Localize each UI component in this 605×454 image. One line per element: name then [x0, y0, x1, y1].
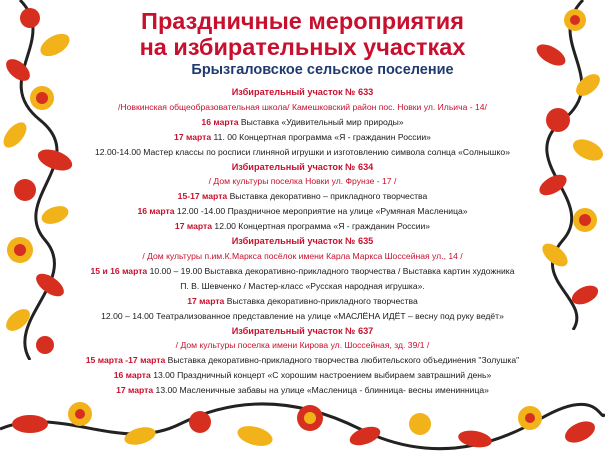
event-line: [60, 115, 545, 130]
flyer-content: [60, 6, 545, 398]
event-date: 16 марта: [137, 206, 175, 217]
page-title: [60, 8, 545, 60]
event-line: [60, 279, 545, 294]
event-line: [60, 189, 545, 204]
event-text: П. В. Шевченко / Мастер-класс «Русская народная игрушка».: [180, 280, 425, 291]
event-date: 17 марта: [116, 385, 154, 396]
event-text: 13.00 Праздничный концерт «С хорошим настроением выбираем завтрашний день»: [150, 370, 492, 381]
section-heading: Избирательный участок № 635: [231, 236, 374, 247]
event-line: [60, 368, 545, 383]
event-date: 15 и 16 марта: [90, 265, 148, 276]
event-date: 15-17 марта: [177, 191, 228, 202]
event-date: 17 марта: [174, 221, 213, 232]
event-date: 17 марта: [187, 295, 225, 306]
section-heading: Избирательный участок № 634: [231, 161, 374, 172]
event-line: [60, 145, 545, 160]
section-address: / Дом культуры поселка имени Кирова ул. Шоссейная, зд. 39/1 /: [175, 340, 430, 351]
event-line: [60, 294, 545, 309]
event-date: 16 марта: [113, 370, 151, 381]
event-text: 12.00 -14.00 Праздничное мероприятие на улице «Румяная Масленица»: [174, 206, 468, 217]
event-text: Выставка декоративно – прикладного творчества: [227, 191, 428, 202]
section-address: /Новкинская общеобразовательная школа/ Камешковский район пос. Новки ул. Ильича - 14/: [118, 101, 487, 112]
event-text: 12.00 – 14.00 Театрализованное представление на улице «МАСЛЁНА ИДЁТ – весну под руку ведёт»: [101, 310, 504, 321]
page-subtitle: Брызгаловское сельское поселение: [191, 62, 454, 78]
event-text: 12.00-14.00 Мастер классы по росписи глиняной игрушки и изготовлению символа солнца «Солнышко»: [95, 146, 510, 157]
title-line-2: на избирательных участках: [139, 34, 466, 60]
event-text: 13.00 Масленичные забавы на улице «Масленица - блинница- весны именинница»: [153, 385, 489, 396]
section-address: / Дом культуры поселка Новки ул. Фрунзе - 17 /: [208, 176, 397, 187]
event-date: 17 марта: [174, 131, 212, 142]
event-line: [60, 130, 545, 145]
event-date: 15 марта -17 марта: [85, 355, 166, 366]
section-heading: Избирательный участок № 633: [231, 87, 374, 97]
event-line: [60, 204, 545, 219]
event-text: Выставка «Удивительный мир природы»: [238, 116, 404, 127]
event-text: 10.00 – 19.00 Выставка декоративно-прикладного творчества / Выставка картин художника: [147, 265, 515, 276]
event-text: Выставка декоративно-прикладного творчества: [224, 295, 418, 306]
event-text: 11. 00 Концертная программа «Я - гражданин России»: [211, 131, 431, 142]
title-line-1: Праздничные мероприятия: [141, 8, 464, 34]
event-line: [60, 219, 545, 234]
section-heading: Избирательный участок № 637: [231, 325, 374, 336]
event-line: [60, 353, 545, 368]
event-date: 16 марта: [201, 116, 239, 127]
section-address: / Дом культуры п.им.К.Маркса посёлок имени Карла Маркса Шоссейная ул., 14 /: [142, 250, 463, 261]
event-line: [60, 383, 545, 398]
event-text: 12.00 Концертная программа «Я - гражданин России»: [212, 221, 431, 232]
event-line: [60, 309, 545, 324]
event-text: Выставка декоративно-прикладного творчества любительского объединения "Золушка": [165, 355, 520, 366]
event-line: [60, 264, 545, 279]
